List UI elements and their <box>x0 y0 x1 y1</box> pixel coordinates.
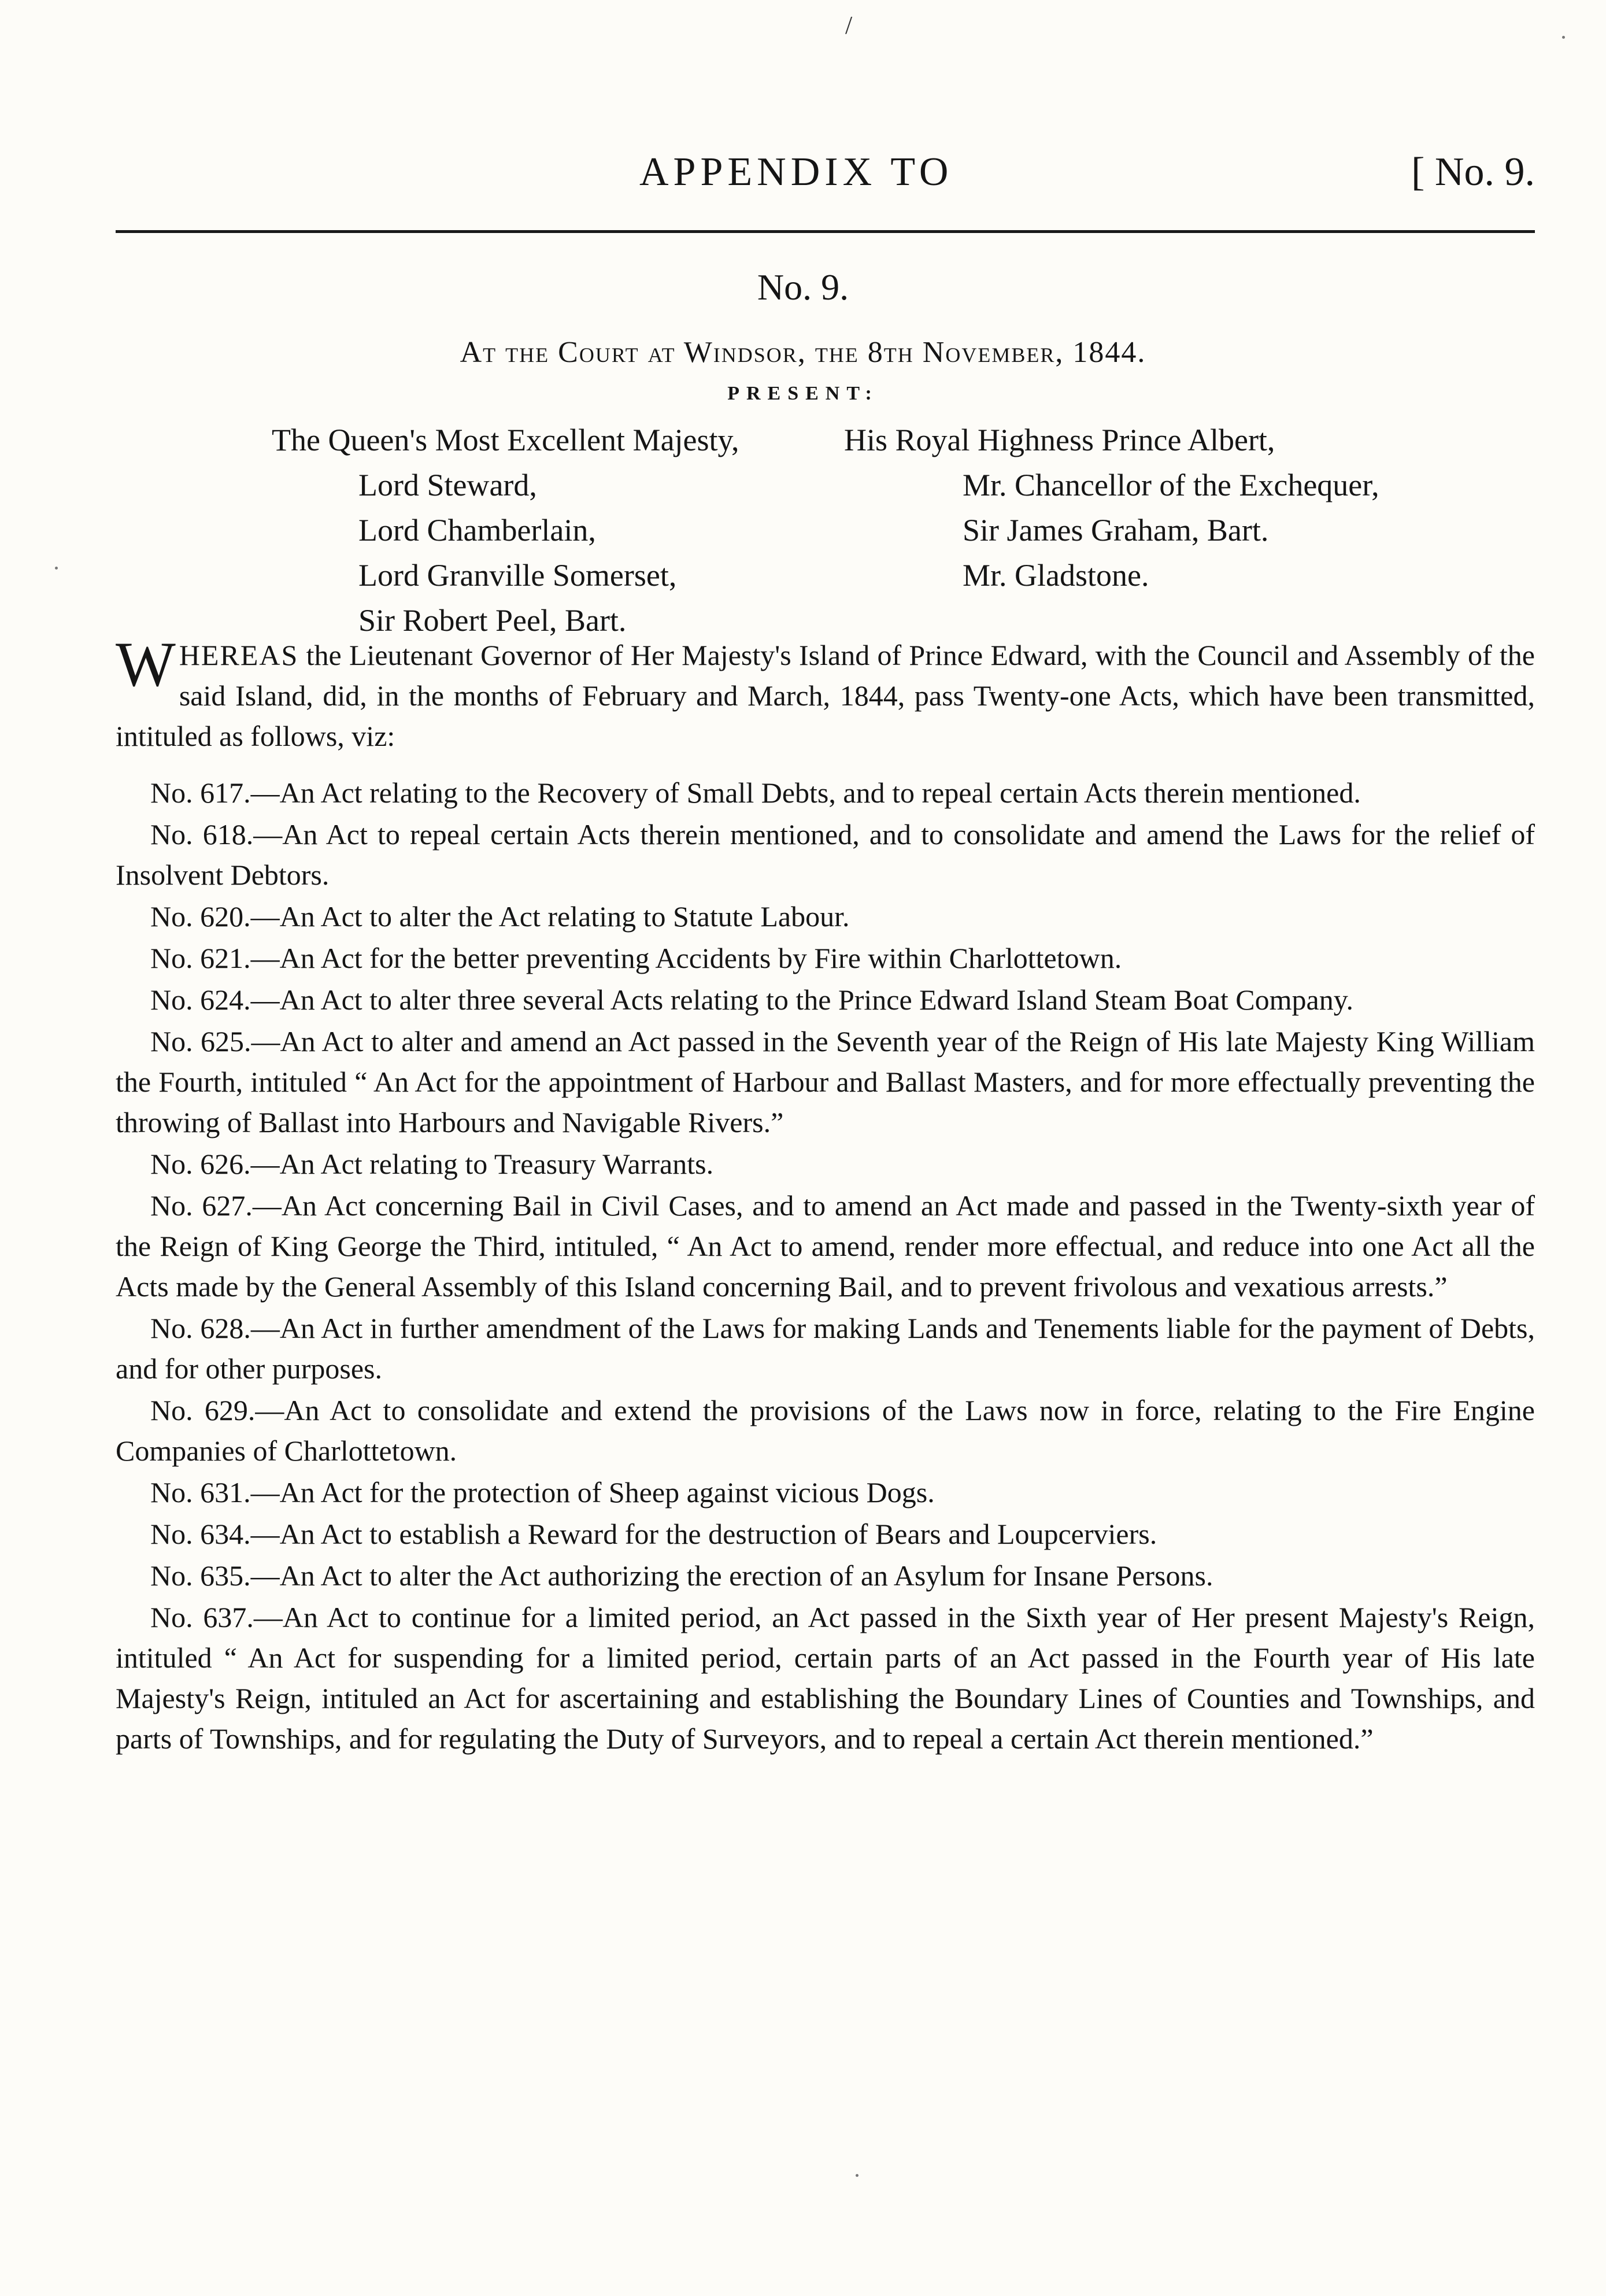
present-member: Sir James Graham, Bart. <box>963 513 1269 548</box>
header-rule <box>116 230 1535 233</box>
present-list-left <box>272 417 739 643</box>
present-member: Mr. Chancellor of the Exchequer, <box>963 468 1379 502</box>
present-member: His Royal Highness Prince Albert, <box>844 423 1275 457</box>
act-entry: No. 637.—An Act to continue for a limited period, an Act passed in the Sixth year of Her present Majesty's Reign, intituled “ An Act for suspending for a limited period, certain parts of an Act passed in the Fourth year of His late Majesty's Reign, intituled an Act for ascertaining and establishing the Boundary Lines of Counties and Townships, and parts of Townships, and for regulating the Duty of Surveyors, and to repeal a certain Act therein mentioned.” <box>116 1601 1535 1755</box>
present-member: Lord Steward, <box>358 468 537 502</box>
header-title: APPENDIX TO <box>639 150 953 194</box>
act-entry: No. 620.—An Act to alter the Act relating to Statute Labour. <box>150 900 850 933</box>
page-speck <box>55 567 58 570</box>
act-entry: No. 618.—An Act to repeal certain Acts therein mentioned, and to consolidate and amend the Laws for the relief of Insolvent Debtors. <box>116 818 1535 891</box>
act-entry: No. 617.—An Act relating to the Recovery of Small Debts, and to repeal certain Acts therein mentioned. <box>150 777 1361 809</box>
header-number: [ No. 9. <box>1411 150 1535 194</box>
act-entry: No. 621.—An Act for the better preventing Accidents by Fire within Charlottetown. <box>150 942 1122 974</box>
act-entry: No. 626.—An Act relating to Treasury Warrants. <box>150 1148 714 1180</box>
page-speck <box>1562 36 1565 39</box>
act-entry: No. 627.—An Act concerning Bail in Civil Cases, and to amend an Act made and passed in the Twenty-sixth year of the Reign of King George the Third, intituled, “ An Act to amend, render more effectual, and reduce into one Act all the Acts made by the General Assembly of this Island concerning Bail, and to prevent frivolous and vexatious arrests.” <box>116 1189 1535 1303</box>
page-speck <box>856 2174 858 2177</box>
whereas-paragraph <box>116 629 1535 756</box>
whereas-text: the Lieutenant Governor of Her Majesty's Island of Prince Edward, with the Council and Assembly of the said Island, did, in the months of February and March, 1844, pass Twenty-one Acts, which have been transmitted, intituled as follows, viz: <box>116 639 1535 752</box>
present-label: PRESENT: <box>727 383 879 404</box>
act-entry: No. 624.—An Act to alter three several Acts relating to the Prince Edward Island Steam Boat Company. <box>150 984 1353 1016</box>
act-entry: No. 629.—An Act to consolidate and extend the provisions of the Laws now in force, relating to the Fire Engine Companies of Charlottetown. <box>116 1394 1535 1467</box>
whereas-lead: HEREAS <box>179 639 299 671</box>
act-entry: No. 634.—An Act to establish a Reward for the destruction of Bears and Loupcerviers. <box>150 1518 1157 1550</box>
present-member: Lord Chamberlain, <box>358 513 596 548</box>
document-number: No. 9. <box>757 267 849 308</box>
present-member: Sir Robert Peel, Bart. <box>358 603 627 638</box>
act-entry: No. 631.—An Act for the protection of Sheep against vicious Dogs. <box>150 1476 935 1509</box>
present-member: Mr. Gladstone. <box>963 558 1149 593</box>
drop-cap: W <box>116 629 176 700</box>
acts-list <box>116 772 1535 1760</box>
act-entry: No. 628.—An Act in further amendment of the Laws for making Lands and Tenements liable for the payment of Debts, and for other purposes. <box>116 1312 1535 1385</box>
court-line: At the Court at Windsor, the 8th November, 1844. <box>460 336 1146 369</box>
running-header <box>116 149 1535 201</box>
act-entry: No. 625.—An Act to alter and amend an Act passed in the Seventh year of the Reign of His late Majesty King William the Fourth, intituled “ An Act for the appointment of Harbour and Ballast Masters, and for more effectually preventing the throwing of Ballast into Harbours and Navigable Rivers.” <box>116 1025 1535 1138</box>
top-mark: / <box>845 11 853 39</box>
present-member: The Queen's Most Excellent Majesty, <box>272 423 739 457</box>
present-list-right <box>844 417 1379 598</box>
act-entry: No. 635.—An Act to alter the Act authorizing the erection of an Asylum for Insane Persons. <box>150 1559 1213 1592</box>
present-member: Lord Granville Somerset, <box>358 558 677 593</box>
